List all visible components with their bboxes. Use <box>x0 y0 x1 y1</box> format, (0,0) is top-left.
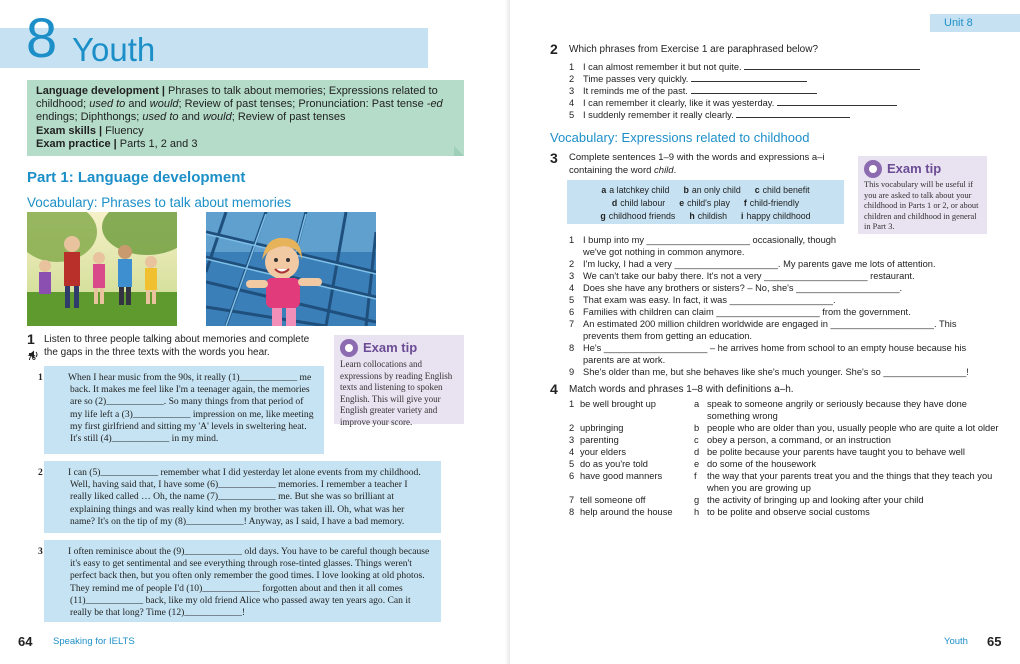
unit-overview-box <box>27 80 464 156</box>
exam-tip-title: Exam tip <box>363 340 418 356</box>
list-item: 4 I can remember it clearly, like it was yesterday. <box>569 97 969 109</box>
list-item: 2 I'm lucky, I had a very ____________________. My parents gave me lots of attention. <box>569 259 936 269</box>
exercise-4-number: 4 <box>550 381 558 397</box>
answer-blank[interactable] <box>691 73 807 82</box>
option: a a latchkey child <box>601 185 670 195</box>
answer-blank[interactable] <box>744 61 920 70</box>
option: e child's play <box>679 198 730 208</box>
option: g childhood friends <box>600 211 676 221</box>
table-row: 2 upbringing b people who are older than you, usually people who are quite a lot older <box>569 423 999 433</box>
exam-tip-icon <box>340 339 358 357</box>
option: h childish <box>689 211 728 221</box>
photo-girl-on-rope-net <box>206 212 376 326</box>
list-item: 6 Families with children can claim ____________________ from the government. <box>569 307 911 317</box>
exercise-4-matching-table <box>569 398 1002 518</box>
table-row: 4 your elders d be polite because your parents have taught you to behave well <box>569 447 965 457</box>
list-item: 3 We can't take our baby there. It's not a very ____________________ restaurant. <box>569 271 915 281</box>
exam-tip-box-2 <box>858 156 987 234</box>
list-item: 7 An estimated 200 million children worldwide are engaged in ____________________. This prevents them from getting an education. <box>569 319 957 341</box>
overview-lang-dev: Language development | Phrases to talk about memories; Expressions related to childhood; used to and would; Review of past tenses; Pronunciation: Past tense -ed endings; Diphthongs; used to and would; Review of past tenses <box>36 85 443 124</box>
memory-text-3: 3 I often reminisce about the (9)____________ old days. You have to be careful though because it's easy to get sentimental and see everything through rose-tinted glasses. Things weren't perfect back then, but you often only remember the good times. I love looking at old photos. They remind me of people I'd (10)____________ forgotten about and then it all comes (11)____________ back, like my old friend Alice who passed away ten years ago. Can it really be that long? Time (12)____________! <box>44 540 441 622</box>
table-row: 6 have good manners f the way that your parents treat you and the things that they teach you when you are growing up <box>569 471 993 493</box>
table-row: 7 tell someone off g the activity of bringing up and looking after your child <box>569 495 924 505</box>
exam-tip-title: Exam tip <box>887 161 942 177</box>
list-item: 8 He's ____________________ – he arrives home from school to an empty house because his parents are at work. <box>569 343 967 365</box>
list-item: 5 I suddenly remember it really clearly. <box>569 109 969 121</box>
option-row <box>567 210 844 223</box>
box-corner-fold <box>454 146 464 156</box>
unit-header-bar <box>0 28 428 68</box>
exam-tip-text: This vocabulary will be useful if you are asked to talk about your childhood in Parts 1 or 2, or about children and childhood in general in Part 3. <box>864 180 979 232</box>
footer-unit-title: Youth <box>944 636 968 647</box>
overview-exam-practice: Exam practice | Parts 1, 2 and 3 <box>36 137 198 150</box>
list-item: 2 Time passes very quickly. <box>569 73 969 85</box>
unit-tab: Unit 8 <box>930 14 1020 32</box>
photo-children-playing <box>27 212 177 326</box>
table-row: 1 be well brought up a speak to someone angrily or seriously because they have done something wrong <box>569 399 967 421</box>
list-item: 1 I can almost remember it but not quite. <box>569 61 969 73</box>
exercise-3-number: 3 <box>550 150 558 166</box>
answer-blank[interactable] <box>736 109 850 118</box>
option: d child labour <box>611 198 666 208</box>
option: i happy childhood <box>741 211 811 221</box>
exam-tip-icon <box>864 160 882 178</box>
list-item: 1 I bump into my ____________________ occasionally, though we've got nothing in common anymore. <box>569 235 837 257</box>
list-item: 5 That exam was easy. In fact, it was ____________________. <box>569 295 836 305</box>
page-number-left: 64 <box>18 634 33 649</box>
exercise-3-sentences <box>569 234 994 378</box>
exercise-1-instruction: Listen to three people talking about memories and complete the gaps in the three texts with the words you hear. <box>44 334 310 358</box>
memory-text-1: 1 When I hear music from the 90s, it really (1)____________ me back. It makes me feel like I'm a teenager again, the memories are so (2)____________. So many things from that period of my life left a (3)____________ impression on me, like meeting my first girlfriend and sitting my 'A' levels in sweltering heat. It's still (4)____________ in my mind. <box>44 366 324 454</box>
memory-text-2: 2 I can (5)____________ remember what I did yesterday let alone events from my childhood. Well, having said that, I have some (6)____________ memories. I remember a teacher I really liked called … Oh, the name (7)____________ me. But she was so brilliant at explaining things and was really kind when my brother was taken ill. Oh, what was her name? It's on the tip of my (8)____________! Anyway, as I said, I have a bad memory. <box>44 461 441 533</box>
exercise-3-options-box <box>567 180 844 224</box>
option: c child benefit <box>754 185 810 195</box>
page-number-right: 65 <box>987 634 1002 649</box>
option: b an only child <box>683 185 741 195</box>
exercise-2-list <box>569 61 969 121</box>
list-item: 3 It reminds me of the past. <box>569 85 969 97</box>
right-page <box>510 0 1020 664</box>
table-row: 5 do as you're told e do some of the housework <box>569 459 817 469</box>
option-row <box>567 184 844 197</box>
exercise-2-number: 2 <box>550 41 558 57</box>
footer-book-title: Speaking for IELTS <box>53 636 135 647</box>
part-heading: Part 1: Language development <box>27 169 246 186</box>
exercise-2-instruction: Which phrases from Exercise 1 are paraphrased below? <box>569 44 819 55</box>
vocab-heading-childhood: Vocabulary: Expressions related to childhood <box>550 130 810 145</box>
option-row <box>567 197 844 210</box>
exam-tip-text: Learn collocations and expressions by reading English texts and listening to spoken English. This will give your English greater variety and improve your score. <box>340 359 453 427</box>
unit-title: Youth <box>72 31 156 68</box>
table-row: 3 parenting c obey a person, a command, or an instruction <box>569 435 891 445</box>
exercise-3-instruction: Complete sentences 1–9 with the words and expressions a–i containing the word child. <box>569 152 825 176</box>
answer-blank[interactable] <box>777 97 897 106</box>
overview-exam-skills: Exam skills | Fluency <box>36 124 144 137</box>
answer-blank[interactable] <box>691 85 817 94</box>
exercise-1-number: 1 <box>27 331 35 347</box>
list-item: 9 She's older than me, but she behaves like she's much younger. She's so ________________! <box>569 367 969 377</box>
exam-tip-box-1 <box>334 335 464 427</box>
list-item: 4 Does she have any brothers or sisters? – No, she's ____________________. <box>569 283 903 293</box>
audio-track-number: 76 <box>28 355 36 362</box>
vocab-heading-memories: Vocabulary: Phrases to talk about memories <box>27 195 292 210</box>
unit-number: 8 <box>26 6 58 69</box>
table-row: 8 help around the house h to be polite and observe social customs <box>569 507 870 517</box>
exercise-4-instruction: Match words and phrases 1–8 with definitions a–h. <box>569 384 794 395</box>
option: f child-friendly <box>743 198 800 208</box>
